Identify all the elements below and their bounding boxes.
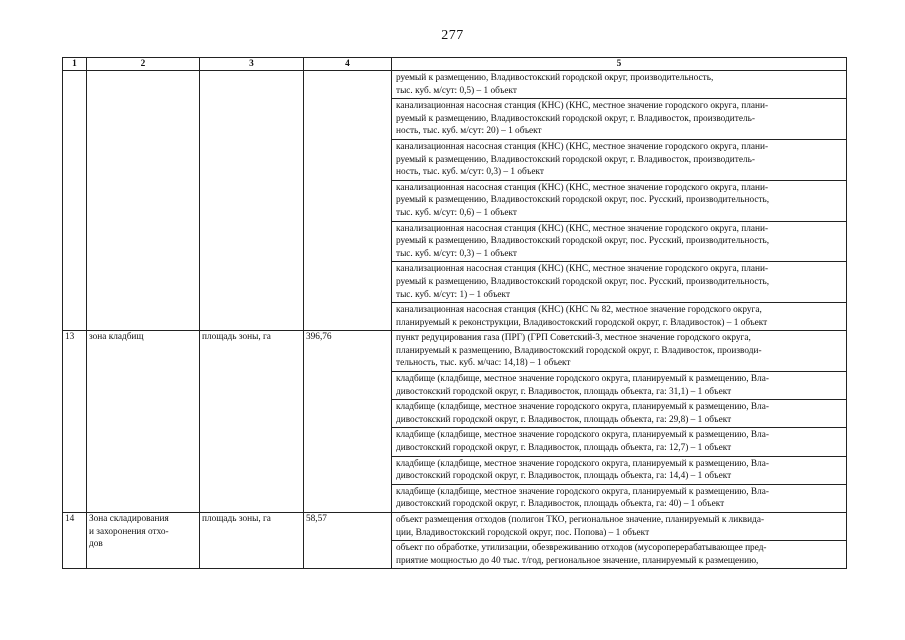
table-row (63, 71, 847, 331)
column-header: 2 (87, 58, 200, 71)
object-entry (392, 427, 846, 455)
entry-line: дивостокский городской округ, г. Владивосток, площадь объекта, га: 40) – 1 объект (396, 499, 725, 510)
object-entry (392, 331, 846, 371)
object-entry (392, 540, 846, 568)
object-entry (392, 513, 846, 540)
entry-line: дивостокский городской округ, г. Владивосток, площадь объекта, га: 14,4) – 1 объект (396, 471, 732, 482)
entry-line: тыс. куб. м/сут: 0,5) – 1 объект (396, 85, 517, 96)
entry-line: объект по обработке, утилизации, обезвреживанию отходов (мусороперерабатывающее пред- (396, 543, 767, 554)
entry-line: дивостокский городской округ, г. Владивосток, площадь объекта, га: 29,8) – 1 объект (396, 414, 732, 425)
entry-line: канализационная насосная станция (КНС) (КНС, местное значение городского округа, плани- (396, 182, 769, 193)
object-entry (392, 302, 846, 330)
entry-line: канализационная насосная станция (КНС) (КНС № 82, местное значение городского округа, (396, 305, 762, 316)
page-number: 277 (441, 28, 464, 43)
zone-parameter: площадь зоны, га (200, 513, 304, 569)
row-number: 13 (63, 331, 87, 513)
entry-line: руемый к размещению, Владивостокский городской округ, пос. Русский, производительность, (396, 236, 770, 247)
entry-line: руемый к размещению, Владивостокский городской округ, производительность, (396, 73, 714, 83)
entry-line: пункт редуцирования газа (ПРГ) (ГРП Советский-3, местное значение городского округа, (396, 333, 751, 344)
entry-line: канализационная насосная станция (КНС) (КНС, местное значение городского округа, плани- (396, 223, 769, 234)
entry-line: приятие мощностью до 40 тыс. т/год, региональное значение, планируемый к размещению, (396, 555, 759, 566)
entry-line: кладбище (кладбище, местное значение городского округа, планируемый к размещению, Вла- (396, 430, 769, 441)
column-header: 1 (63, 58, 87, 71)
column-header: 4 (304, 58, 392, 71)
zone-name: зона кладбищ (87, 331, 200, 513)
object-entry (392, 71, 846, 98)
column-header: 3 (200, 58, 304, 71)
object-entry (392, 98, 846, 139)
object-entry (392, 371, 846, 399)
entry-line: тельность, тыс. куб. м/час: 14,18) – 1 объект (396, 358, 571, 369)
entry-line: дивостокский городской округ, г. Владивосток, площадь объекта, га: 31,1) – 1 объект (396, 386, 732, 397)
row-number: 14 (63, 513, 87, 569)
entry-line: планируемый к реконструкции, Владивостокский городской округ, г. Владивосток) – 1 объект (396, 317, 768, 328)
zone-value: 396,76 (304, 331, 392, 513)
objects-cell (392, 331, 847, 513)
entry-line: кладбище (кладбище, местное значение городского округа, планируемый к размещению, Вла- (396, 458, 769, 469)
object-entry (392, 484, 846, 512)
object-entry (392, 221, 846, 262)
object-entry (392, 139, 846, 180)
object-entry (392, 399, 846, 427)
entry-line: объект размещения отходов (полигон ТКО, региональное значение, планируемый к ликвида- (396, 515, 765, 525)
entry-line: руемый к размещению, Владивостокский городской округ, г. Владивосток, производитель- (396, 113, 755, 124)
object-entry (392, 456, 846, 484)
entry-line: ность, тыс. куб. м/сут: 20) – 1 объект (396, 126, 542, 137)
entry-line: кладбище (кладбище, местное значение городского округа, планируемый к размещению, Вла- (396, 402, 769, 413)
objects-cell (392, 71, 847, 331)
entry-line: канализационная насосная станция (КНС) (КНС, местное значение городского округа, плани- (396, 264, 769, 275)
entry-line: кладбище (кладбище, местное значение городского округа, планируемый к размещению, Вла- (396, 374, 769, 385)
table-header-row (63, 58, 847, 71)
zone-value: 58,57 (304, 513, 392, 569)
entry-line: планируемый к размещению, Владивостокский городской округ, г. Владивосток, производи- (396, 345, 762, 356)
entry-line: ность, тыс. куб. м/сут: 0,3) – 1 объект (396, 167, 544, 178)
table-row (63, 513, 847, 569)
entry-line: кладбище (кладбище, местное значение городского округа, планируемый к размещению, Вла- (396, 486, 769, 497)
objects-cell (392, 513, 847, 569)
entry-line: ции, Владивостокский городской округ, пос. Попова) – 1 объект (396, 527, 650, 538)
document-table (62, 57, 847, 569)
entry-line: руемый к размещению, Владивостокский городской округ, пос. Русский, производительность, (396, 195, 770, 206)
entry-line: тыс. куб. м/сут: 0,3) – 1 объект (396, 248, 517, 259)
table-row (63, 331, 847, 513)
entry-line: тыс. куб. м/сут: 1) – 1 объект (396, 289, 511, 300)
zone-name: Зона складирования и захоронения отхо- дов (87, 513, 200, 569)
zone-parameter: площадь зоны, га (200, 331, 304, 513)
entry-line: руемый к размещению, Владивостокский городской округ, г. Владивосток, производитель- (396, 154, 755, 165)
entry-line: дивостокский городской округ, г. Владивосток, площадь объекта, га: 12,7) – 1 объект (396, 443, 732, 454)
column-header: 5 (392, 58, 847, 71)
entry-line: руемый к размещению, Владивостокский городской округ, пос. Русский, производительность, (396, 276, 770, 287)
entry-line: канализационная насосная станция (КНС) (КНС, местное значение городского округа, плани- (396, 141, 769, 152)
object-entry (392, 180, 846, 221)
entry-line: канализационная насосная станция (КНС) (КНС, местное значение городского округа, плани- (396, 101, 769, 112)
entry-line: тыс. куб. м/сут: 0,6) – 1 объект (396, 207, 517, 218)
object-entry (392, 261, 846, 302)
